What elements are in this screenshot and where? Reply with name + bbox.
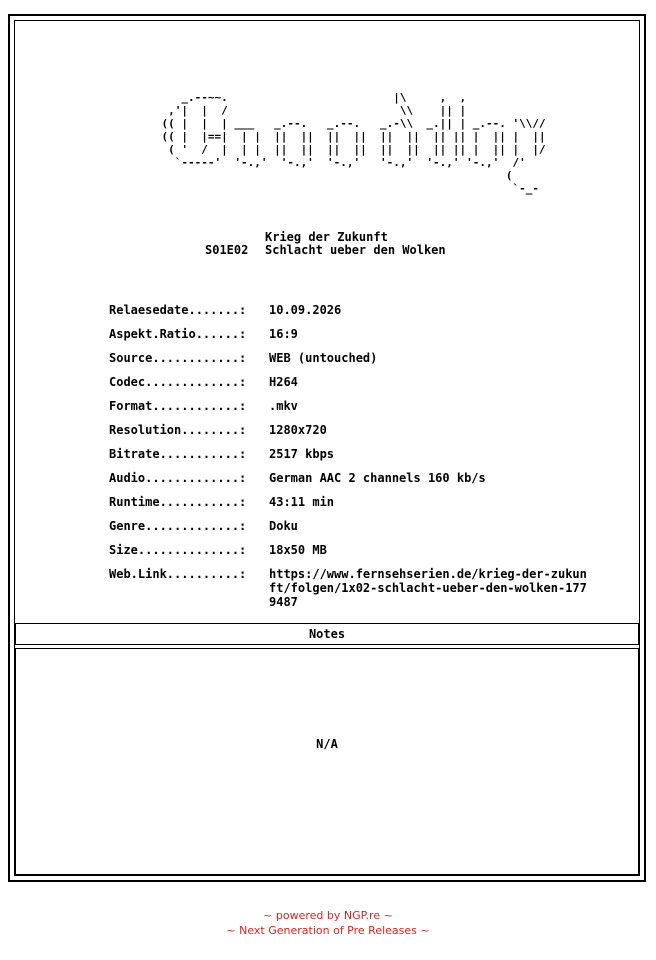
info-row [109,543,589,567]
info-key: Runtime...........: [109,495,247,509]
info-key: Source............: [109,351,247,365]
episode-title: Schlacht ueber den Wolken [265,243,446,257]
episode-number: S01E02 [205,243,249,257]
info-key: Aspekt.Ratio......: [109,327,247,341]
info-row [109,471,589,495]
info-row [109,303,589,327]
info-row [109,495,589,519]
info-key: Genre.............: [109,519,247,533]
info-row [109,567,589,609]
info-value: .mkv [269,399,298,413]
notes-header-label: Notes [308,627,346,641]
info-key: Relaesedate.......: [109,303,247,317]
info-row [109,351,589,375]
info-value: 2517 kbps [269,447,335,461]
info-value: 16:9 [269,327,298,341]
info-key: Format............: [109,399,247,413]
info-value: WEB (untouched) [269,351,378,365]
notes-body [15,648,639,875]
info-value: H264 [269,375,298,389]
info-value: 10.09.2026 [269,303,342,317]
info-value: 18x50 MB [269,543,327,557]
notes-text: N/A [316,737,338,751]
info-key: Size..............: [109,543,247,557]
info-key: Audio.............: [109,471,247,485]
nfo-inner-frame [14,20,640,876]
info-row [109,519,589,543]
info-key: Codec.............: [109,375,247,389]
info-key: Resolution........: [109,423,247,437]
info-row [109,327,589,351]
info-value[interactable]: https://www.fernsehserien.de/krieg-der-zukunft/folgen/1x02-schlacht-ueber-den-wolken-1779487 [269,567,587,609]
info-row [109,447,589,471]
footer [0,908,656,938]
info-row [109,399,589,423]
notes-header [15,623,639,645]
footer-line-2: ~ Next Generation of Pre Releases ~ [226,924,430,937]
info-value: German AAC 2 channels 160 kb/s [269,471,486,485]
info-value: Doku [269,519,298,533]
info-key: Bitrate...........: [109,447,247,461]
info-key: Web.Link..........: [109,567,247,581]
info-row [109,423,589,447]
release-info-list [109,303,589,609]
info-row [109,375,589,399]
series-name: Krieg der Zukunft [265,230,388,244]
nfo-frame [8,14,646,882]
footer-line-1: ~ powered by NGP.re ~ [263,909,393,922]
info-value: 43:11 min [269,495,335,509]
release-title [205,231,446,257]
ascii-logo: _.--~~. |\ , , ,'| | / \\ || | (( | | | ___ _.--. _.--. _.-\\ _.|| | _.--. '\\// (( | |==| | | || || || || || || || || | || | || ( ' / | | | || || || || || || || || | || | |/ `-----' '-.,' '-.,' '-.,' '-.,' '-.,' '-.,' /' ( `-_- [161,91,546,195]
info-value: 1280x720 [269,423,327,437]
